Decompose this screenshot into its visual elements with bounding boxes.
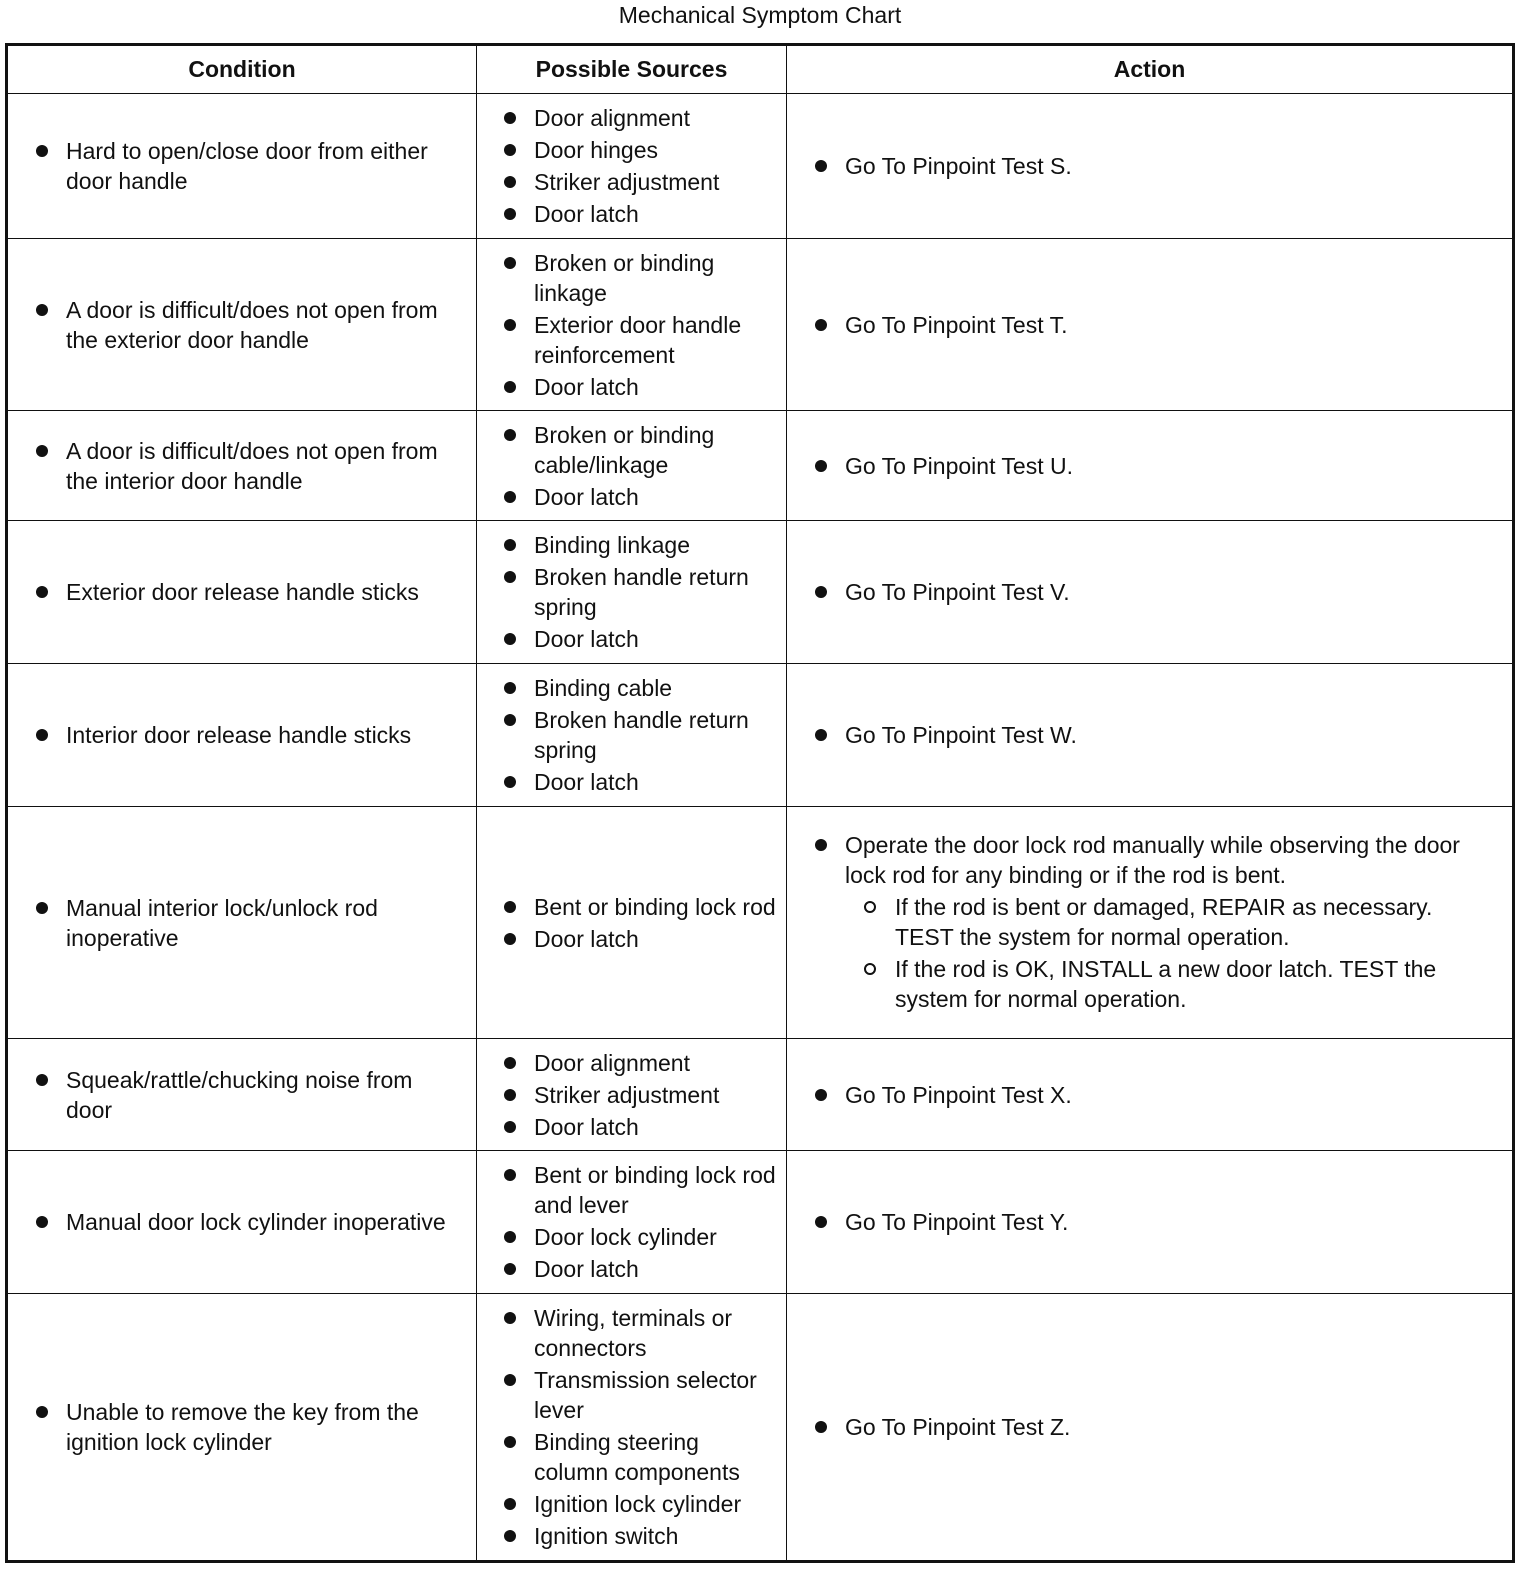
bullet-icon [504,682,516,694]
action-item [845,720,1492,750]
source-item [534,1112,778,1142]
bullet-icon [504,1089,516,1101]
source-text: Bent or binding lock rod [534,893,776,920]
action-text: Go To Pinpoint Test W. [845,722,1077,748]
action-item [845,577,1492,607]
sources-list [477,103,786,229]
source-item [534,1160,778,1220]
bullet-icon [36,1074,48,1086]
source-item [534,372,778,402]
bullet-icon [504,714,516,726]
condition-list [8,1065,476,1125]
bullet-icon [815,160,827,172]
source-text: Broken or binding cable/linkage [534,421,715,478]
source-item [534,1365,778,1425]
bullet-icon [504,1312,516,1324]
bullet-icon [504,1121,516,1133]
bullet-icon [504,1498,516,1510]
source-item [534,199,778,229]
source-item [534,1427,778,1487]
source-text: Door lock cylinder [534,1224,717,1250]
source-text: Wiring, terminals or connectors [534,1305,733,1361]
action-list [787,830,1512,1014]
sources-cell [477,94,787,239]
source-item [534,1521,778,1551]
header-action: Action [787,45,1514,94]
bullet-icon [504,144,516,156]
chart-title: Mechanical Symptom Chart [618,2,902,28]
sources-cell [477,664,787,807]
source-item [534,1303,778,1363]
condition-cell [7,411,477,521]
source-item [534,624,778,654]
source-item [534,673,778,703]
bullet-icon [504,633,516,645]
source-item [534,530,778,560]
source-text: Door hinges [534,137,659,163]
source-item [534,562,778,622]
action-list [787,1412,1512,1442]
source-item [534,310,778,370]
symptom-table [5,43,1515,1563]
action-list [787,451,1512,481]
bullet-icon [36,586,48,598]
table-body [7,94,1514,1562]
sources-list [477,248,786,402]
action-sub-text: If the rod is bent or damaged, REPAIR as necessary. TEST the system for normal operation. [895,893,1433,950]
action-list [787,1207,1512,1237]
bullet-icon [36,304,48,316]
condition-cell [7,664,477,807]
source-item [534,1489,778,1519]
source-item [534,924,778,954]
condition-text: Interior door release handle sticks [66,722,412,748]
bullet-icon [504,112,516,124]
condition-cell [7,521,477,664]
bullet-icon [815,1089,827,1101]
source-item [534,1080,778,1110]
bullet-icon [36,445,48,457]
source-text: Bent or binding lock rod and lever [534,1162,776,1218]
action-sub-item [895,954,1492,1014]
table-row [7,1151,1514,1294]
bullet-icon [504,901,516,913]
bullet-icon [815,839,827,851]
source-item [534,482,778,512]
source-text: Door latch [534,373,639,400]
condition-cell [7,94,477,239]
bullet-icon [504,1263,516,1275]
source-text: Broken handle return spring [534,707,749,763]
source-text: Exterior door handle reinforcement [534,311,742,368]
action-text: Go To Pinpoint Test Z. [845,1414,1071,1440]
condition-item [66,1207,462,1237]
action-item [845,830,1492,1014]
table-row [7,1039,1514,1151]
bullet-icon [504,208,516,220]
condition-cell [7,1039,477,1151]
action-cell [787,1151,1514,1294]
source-text: Binding linkage [534,532,691,558]
sources-list [477,1303,786,1551]
bullet-icon [36,145,48,157]
condition-text: Exterior door release handle sticks [66,579,419,605]
action-cell [787,411,1514,521]
condition-item [66,1065,462,1125]
condition-text: Manual door lock cylinder inoperative [66,1209,446,1235]
action-item [845,1080,1492,1110]
source-item [534,103,778,133]
action-cell [787,1294,1514,1562]
source-item [534,167,778,197]
condition-list [8,436,476,496]
source-text: Striker adjustment [534,169,720,195]
table-row [7,664,1514,807]
action-item [845,1207,1492,1237]
bullet-icon [504,257,516,269]
source-text: Door latch [534,769,639,795]
action-sub-item [895,892,1492,952]
bullet-icon [504,1436,516,1448]
source-text: Door alignment [534,105,690,131]
sources-list [477,1048,786,1142]
action-list [787,577,1512,607]
sources-list [477,420,786,512]
condition-list [8,136,476,196]
source-text: Binding steering column components [534,1429,740,1485]
source-text: Door alignment [534,1049,690,1076]
condition-cell [7,239,477,411]
action-text: Go To Pinpoint Test U. [845,452,1074,479]
sources-cell [477,521,787,664]
bullet-icon [504,1057,516,1069]
action-item [845,1412,1492,1442]
bullet-icon [815,460,827,472]
source-text: Ignition switch [534,1523,679,1549]
condition-cell [7,1151,477,1294]
source-text: Ignition lock cylinder [534,1491,742,1517]
action-item [845,151,1492,181]
condition-text: Manual interior lock/unlock rod inoperative [66,894,378,951]
table-row [7,94,1514,239]
condition-list [8,720,476,750]
condition-item [66,436,462,496]
source-item [534,248,778,308]
condition-list [8,295,476,355]
action-sub-text: If the rod is OK, INSTALL a new door latch. TEST the system for normal operation. [895,955,1437,1012]
action-list [787,151,1512,181]
condition-item [66,136,462,196]
source-item [534,1048,778,1078]
table-row [7,411,1514,521]
action-cell [787,807,1514,1039]
action-sub-list [845,892,1492,1014]
sources-cell [477,239,787,411]
condition-item [66,893,462,953]
sources-list [477,1160,786,1284]
condition-item [66,295,462,355]
action-text: Go To Pinpoint Test V. [845,579,1070,605]
source-text: Door latch [534,626,639,652]
bullet-icon [36,1216,48,1228]
action-text: Go To Pinpoint Test Y. [845,1209,1069,1235]
condition-text: Unable to remove the key from the ignition lock cylinder [66,1399,419,1455]
sources-list [477,673,786,797]
bullet-icon [504,571,516,583]
bullet-icon [504,1169,516,1181]
source-text: Door latch [534,925,639,952]
bullet-icon [815,1421,827,1433]
condition-list [8,1397,476,1457]
source-item [534,1222,778,1252]
condition-list [8,577,476,607]
source-text: Door latch [534,483,639,510]
bullet-icon [815,729,827,741]
source-text: Door latch [534,1256,639,1282]
bullet-icon [815,1216,827,1228]
action-text: Go To Pinpoint Test X. [845,1081,1072,1108]
bullet-icon [504,319,516,331]
sources-cell [477,807,787,1039]
source-item [534,705,778,765]
bullet-icon [815,319,827,331]
action-item [845,451,1492,481]
sources-list [477,530,786,654]
table-row [7,239,1514,411]
header-row [7,45,1514,94]
condition-text: A door is difficult/does not open from the interior door handle [66,437,438,494]
action-cell [787,239,1514,411]
bullet-icon [504,491,516,503]
condition-text: Hard to open/close door from either door handle [66,138,428,194]
action-cell [787,94,1514,239]
action-cell [787,521,1514,664]
hollow-bullet-icon [864,963,876,975]
condition-item [66,720,462,750]
action-list [787,720,1512,750]
bullet-icon [504,933,516,945]
bullet-icon [504,1231,516,1243]
bullet-icon [36,1406,48,1418]
sources-cell [477,411,787,521]
bullet-icon [504,176,516,188]
bullet-icon [36,729,48,741]
action-text: Go To Pinpoint Test S. [845,153,1072,179]
source-text: Door latch [534,1113,639,1140]
source-text: Broken handle return spring [534,564,749,620]
bullet-icon [504,1530,516,1542]
bullet-icon [504,1374,516,1386]
action-list [787,310,1512,340]
source-text: Door latch [534,201,639,227]
table-row [7,807,1514,1039]
table-row [7,1294,1514,1562]
sources-cell [477,1151,787,1294]
source-item [534,420,778,480]
source-text: Broken or binding linkage [534,249,715,306]
source-item [534,767,778,797]
bullet-icon [504,539,516,551]
table-row [7,521,1514,664]
source-text: Striker adjustment [534,1081,720,1108]
hollow-bullet-icon [864,901,876,913]
action-list [787,1080,1512,1110]
bullet-icon [815,586,827,598]
source-item [534,135,778,165]
bullet-icon [36,902,48,914]
condition-list [8,893,476,953]
sources-cell [477,1039,787,1151]
bullet-icon [504,429,516,441]
condition-text: A door is difficult/does not open from the exterior door handle [66,296,438,353]
action-text: Go To Pinpoint Test T. [845,311,1068,338]
action-cell [787,664,1514,807]
bullet-icon [504,776,516,788]
condition-cell [7,807,477,1039]
bullet-icon [504,381,516,393]
source-item [534,1254,778,1284]
condition-item [66,577,462,607]
action-cell [787,1039,1514,1151]
sources-cell [477,1294,787,1562]
source-item [534,892,778,922]
condition-item [66,1397,462,1457]
action-item [845,310,1492,340]
sources-list [477,892,786,954]
header-condition: Condition [7,45,477,94]
condition-list [8,1207,476,1237]
source-text: Transmission selector lever [534,1367,757,1423]
source-text: Binding cable [534,675,673,701]
condition-text: Squeak/rattle/chucking noise from door [66,1066,413,1123]
header-possible-sources: Possible Sources [477,45,787,94]
action-text: Operate the door lock rod manually while observing the door lock rod for any binding or if the rod is bent. [845,831,1460,888]
condition-cell [7,1294,477,1562]
